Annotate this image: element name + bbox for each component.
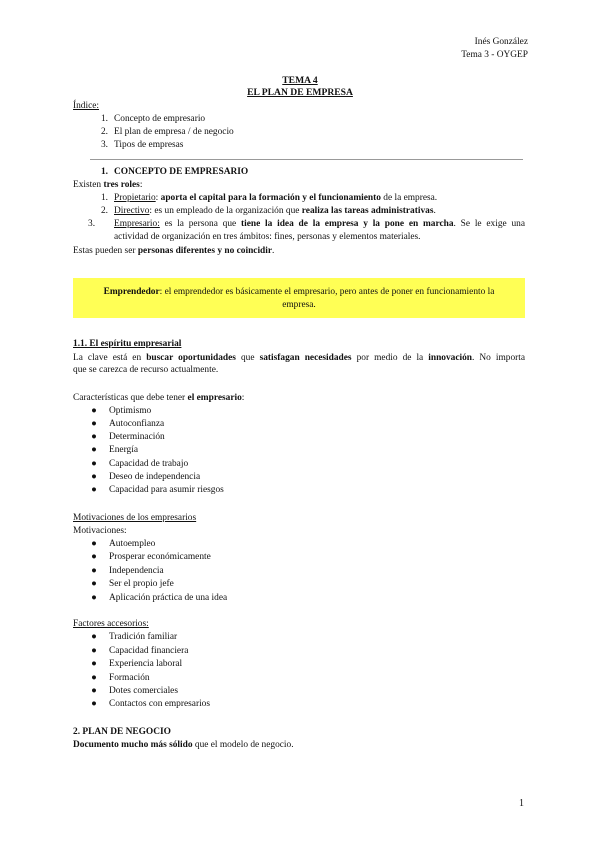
factor-list-item: ● Formación (91, 673, 150, 683)
highlight-line-2: empresa. (282, 300, 316, 310)
title-line-1: TEMA 4 (282, 75, 318, 86)
index-item (88, 114, 205, 124)
index-item (88, 127, 234, 137)
section-1-number: 1. (100, 167, 108, 177)
spirit-paragraph-line-2: que se carezca de recurso actualmente. (73, 365, 219, 375)
factor-list-item: ● Contactos con empresarios (91, 699, 211, 709)
factors-heading: Factores accesorios: (73, 619, 149, 629)
motivation-list-item: ● Autoempleo (91, 539, 156, 549)
index-item-number: 3. (100, 140, 108, 150)
section-1-title: CONCEPTO DE EMPRESARIO (114, 167, 249, 177)
trait-list-item: ● Optimismo (91, 406, 152, 416)
index-label: Índice: (73, 101, 100, 111)
role-item: 1. Propietario: aporta el capital para la formación y el funcionamiento de la empresa. (100, 193, 438, 203)
horizontal-divider (90, 159, 523, 160)
spirit-paragraph-line-1: La clave está en buscar oportunidades que satisfagan necesidades por medio de la innovación. No importa (73, 353, 526, 363)
roles-intro: Existen tres roles: (73, 180, 143, 190)
index-item-text: Concepto de empresario (114, 114, 206, 124)
section-2-paragraph: Documento mucho más sólido que el modelo de negocio. (73, 740, 294, 750)
motivation-list-item: ● Ser el propio jefe (91, 579, 174, 589)
traits-intro: Características que debe tener el empresario: (73, 393, 245, 403)
role-3-continuation: actividad de organización en tres ámbitos: fines, personas y elementos materiales. (114, 232, 421, 242)
title-line-2: EL PLAN DE EMPRESA (247, 87, 353, 98)
page-number: 1 (519, 798, 524, 809)
roles-note: Estas pueden ser personas diferentes y no coincidir. (73, 246, 275, 256)
motivation-list-item: ● Prosperar económicamente (91, 552, 211, 562)
factor-list-item: ● Capacidad financiera (91, 646, 189, 656)
trait-list-item: ● Deseo de independencia (91, 472, 201, 482)
trait-list-item: ● Autoconfianza (91, 419, 165, 429)
emprendedor-highlight-box (73, 278, 525, 318)
motivation-list-item: ● Aplicación práctica de una idea (91, 593, 228, 603)
index-item-text: El plan de empresa / de negocio (114, 127, 234, 137)
document-title (0, 75, 600, 86)
header-author: Inés González (474, 37, 528, 47)
section-1-heading (88, 167, 248, 177)
highlight-line-1: Emprendedor: el emprendedor es básicamente el empresario, pero antes de poner en funcionamiento la (103, 287, 495, 297)
motivations-heading: Motivaciones de los empresarios (73, 513, 197, 523)
subsection-1-1-heading: 1.1. El espíritu empresarial (73, 339, 182, 349)
trait-list-item: ● Energía (91, 445, 138, 455)
section-2-heading: 2. PLAN DE NEGOCIO (73, 727, 171, 737)
index-item-number: 2. (100, 127, 108, 137)
motivations-label: Motivaciones: (73, 526, 127, 536)
factor-list-item: ● Tradición familiar (91, 632, 178, 642)
motivation-list-item: ● Independencia (91, 566, 164, 576)
role-item: 2. Directivo: es un empleado de la organización que realiza las tareas administrativas. (100, 206, 436, 216)
index-item (88, 140, 183, 150)
factor-list-item: ● Experiencia laboral (91, 659, 183, 669)
index-item-text: Tipos de empresas (114, 140, 184, 150)
trait-list-item: ● Capacidad para asumir riesgos (91, 485, 224, 495)
header-subject: Tema 3 - OYGEP (461, 50, 528, 60)
role-item: 3. Empresario: es la persona que tiene la idea de la empresa y la pone en marcha. Se le exige una (88, 219, 525, 229)
trait-list-item: ● Determinación (91, 432, 165, 442)
factor-list-item: ● Dotes comerciales (91, 686, 178, 696)
document-subtitle (0, 87, 600, 98)
trait-list-item: ● Capacidad de trabajo (91, 459, 189, 469)
index-item-number: 1. (100, 114, 108, 124)
